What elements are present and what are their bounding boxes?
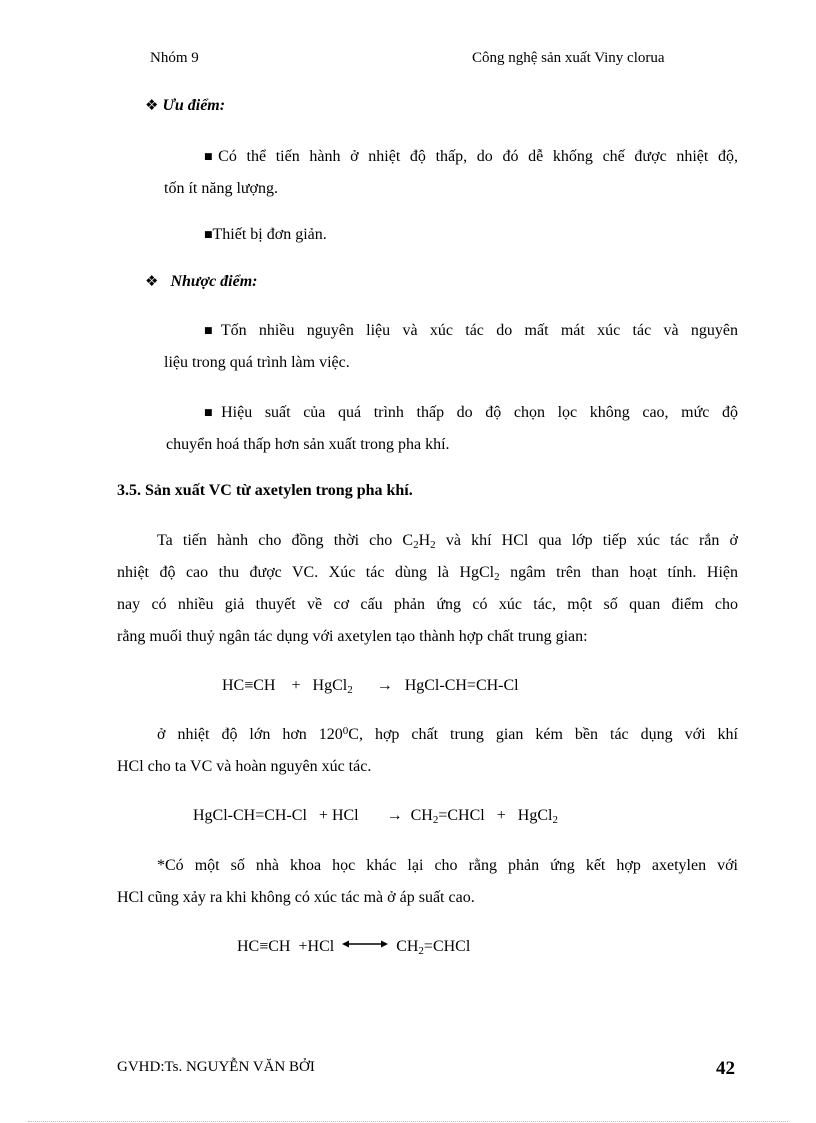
- advantage-item-1: ■Có thể tiến hành ở nhiệt độ thấp, do đó dễ khống chế được nhiệt độ, tốn ít năng lượng.: [164, 148, 738, 197]
- disadvantages-heading: [145, 272, 258, 291]
- double-arrow-icon: [342, 939, 388, 949]
- equation-3: HC≡CH +HCl $CH_2=CHCl$: [237, 938, 471, 957]
- paragraph-intermediate: ở nhiệt độ lớn hơn $120^0C$, hợp chất trung gian kém bền tác dụng với khí HCl cho ta VC và hoàn nguyên xúc tác.: [117, 725, 738, 775]
- advantages-title: Ưu điểm:: [162, 97, 226, 114]
- advantages-heading: [145, 96, 225, 115]
- disadvantages-title: Nhược điểm:: [170, 273, 258, 290]
- square-bullet-icon: ■: [204, 326, 221, 336]
- page-bottom-divider: [28, 1121, 788, 1122]
- disadvantage-item-1: ■Tốn nhiều nguyên liệu và xúc tác do mất mát xúc tác và nguyên liệu trong quá trình làm việc.: [164, 322, 738, 371]
- paragraph-reaction-description: Ta tiến hành cho đồng thời cho $C_2H_2$ và khí HCl qua lớp tiếp xúc tác rắn ở nhiệt độ cao thu được VC. Xúc tác dùng là HgCl$_2$ ngâm trên than hoạt tính. Hiện nay có nhiều giả thuyết về cơ cấu phản ứng có xúc tác, một số quan điểm cho rằng muối thuỷ ngân tác dụng với axetylen tạo thành hợp chất trung gian:: [117, 532, 739, 645]
- right-arrow-icon: →: [376, 677, 393, 694]
- square-bullet-icon: ■: [204, 408, 222, 418]
- diamond-bullet-icon: ❖: [145, 96, 159, 114]
- square-bullet-icon: ■: [204, 152, 219, 162]
- square-bullet-icon: ■: [204, 230, 213, 240]
- header-group-name: Nhóm 9: [150, 50, 199, 66]
- equation-1: HC≡CH + HgCl$_2$ → HgCl-CH=CH-Cl: [222, 677, 519, 696]
- right-arrow-icon: →: [386, 807, 403, 824]
- section-title: 3.5. Sản xuất VC từ axetylen trong pha khí.: [117, 482, 413, 499]
- diamond-bullet-icon: ❖: [145, 272, 159, 290]
- disadvantage-item-2: ■Hiệu suất của quá trình thấp do độ chọn lọc không cao, mức độ chuyển hoá thấp hơn sản xuất trong pha khí.: [166, 404, 738, 453]
- advantage-item-2: ■Thiết bị đơn giản.: [204, 226, 327, 243]
- page-number: 42: [716, 1058, 735, 1079]
- footer-supervisor: GVHD:Ts. NGUYỄN VĂN BỞI: [117, 1059, 315, 1075]
- paragraph-no-catalyst: *Có một số nhà khoa học khác lại cho rằng phản ứng kết hợp axetylen với HCl cũng xảy ra khi không có xúc tác mà ở áp suất cao.: [117, 857, 738, 906]
- header-document-title: Công nghệ sản xuất Viny clorua: [472, 50, 665, 66]
- equation-2: HgCl-CH=CH-Cl + HCl → $CH_2=CHCl$ + HgCl$_2$: [193, 807, 558, 826]
